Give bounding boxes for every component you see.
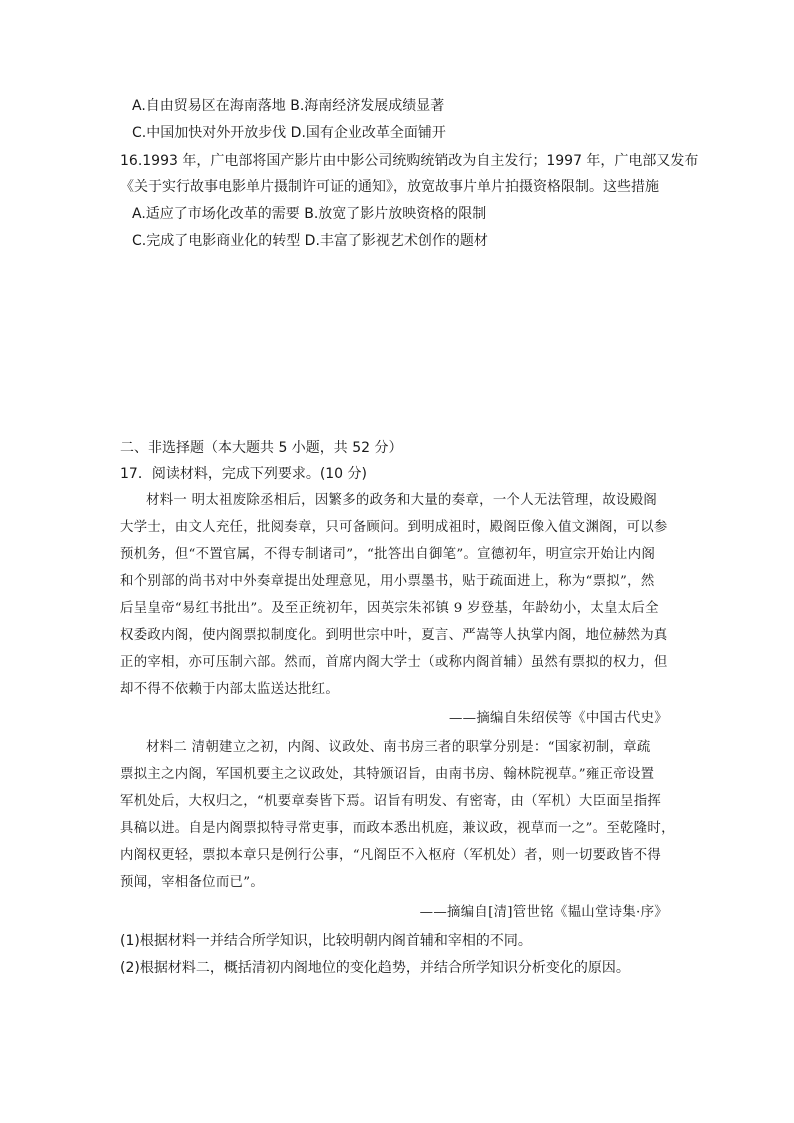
q16-stem-line1: 16.1993 年，广电部将国产影片由中影公司统购统销改为自主发行；1997 年，广电部又发布 <box>120 153 699 169</box>
material-one-line: 预机务，但“不置官属，不得专制诸司”，“批答出自御笔”。宣德初年，明宣宗开始让内阁 <box>120 547 656 562</box>
material-one-line: 后呈皇帝“易红书批出”。及至正统初年，因英宗朱祁镇 9 岁登基，年龄幼小，太皇太后全 <box>120 601 659 616</box>
q17-stem: 17．阅读材料，完成下列要求。(10 分) <box>120 466 368 482</box>
q15-options-ab: A.自由贸易区在海南落地 B.海南经济发展成绩显著 <box>132 98 445 114</box>
material-two-line: 票拟主之内阁，军国机要主之议政处，其特颁诏旨，由南书房、翰林院视草。”雍正帝设置 <box>120 767 655 782</box>
material-one-line: 正的宰相，亦可压制六部。然而，首席内阁大学士（或称内阁首辅）虽然有票拟的权力，但 <box>120 655 668 670</box>
material-two-line: 预闻，宰相备位而已”。 <box>120 875 265 890</box>
material-one-line: 材料一 明太祖废除丞相后，因繁多的政务和大量的奏章，一个人无法管理，故设殿阁 <box>146 493 658 508</box>
q16-options-ab: A.适应了市场化改革的需要 B.放宽了影片放映资格的限制 <box>132 206 487 222</box>
material-one-source: ——摘编自朱绍侯等《中国古代史》 <box>448 711 668 726</box>
material-two-source: ——摘编自[清]管世铭《韫山堂诗集·序》 <box>419 905 668 920</box>
material-one-line: 大学士，由文人充任，批阅奏章，只可备顾问。到明成祖时，殿阁臣像入值文渊阁，可以参 <box>120 520 668 535</box>
material-one-line: 却不得不依赖于内部太监送达批红。 <box>120 682 340 697</box>
section-heading: 二、非选择题（本大题共 5 小题，共 52 分） <box>120 440 403 456</box>
q16-options-cd: C.完成了电影商业化的转型 D.丰富了影视艺术创作的题材 <box>132 233 488 249</box>
material-one-line: 和个别部的尚书对中外奏章提出处理意见，用小票墨书，贴于疏面进上，称为“票拟”，然 <box>120 574 655 589</box>
q15-options-cd: C.中国加快对外开放步伐 D.国有企业改革全面铺开 <box>132 125 446 141</box>
q17-subquestion-2: (2)根据材料二，概括清初内阁地位的变化趋势，并结合所学知识分析变化的原因。 <box>120 960 630 976</box>
material-two-line: 军机处后，大权归之，“机要章奏皆下焉。诏旨有明发、有密寄，由（军机）大臣面呈指挥 <box>120 794 662 809</box>
material-two-line: 内阁权更轻，票拟本章只是例行公事，“凡阁臣不入枢府（军机处）者，则一切要政皆不得 <box>120 848 662 863</box>
material-two-line: 材料二 清朝建立之初，内阁、议政处、南书房三者的职掌分别是：“国家初制，章疏 <box>146 740 651 755</box>
q16-stem-line2: 《关于实行故事电影单片摄制许可证的通知》，放宽故事片单片拍摄资格限制。这些措施 <box>120 179 659 195</box>
q17-subquestion-1: (1)根据材料一并结合所学知识，比较明朝内阁首辅和宰相的不同。 <box>120 933 532 949</box>
material-one-line: 权委政内阁，使内阁票拟制度化。到明世宗中叶，夏言、严嵩等人执掌内阁，地位赫然为真 <box>120 628 668 643</box>
material-two-line: 具稿以进。自是内阁票拟特寻常吏事，而政本悉出机庭，兼议政，视草而一之”。至乾隆时， <box>120 821 675 836</box>
